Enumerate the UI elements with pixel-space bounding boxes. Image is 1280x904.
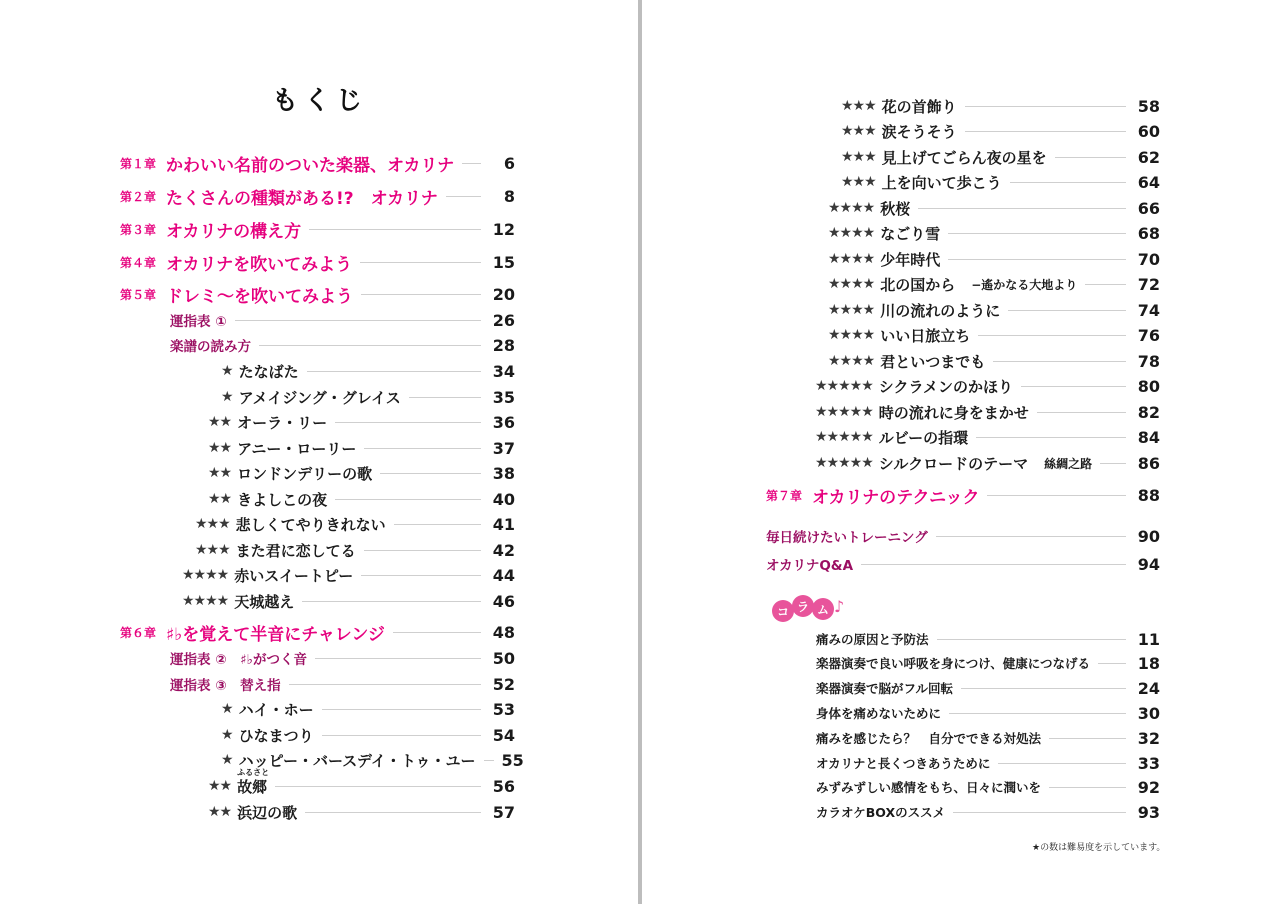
- song-subtitle: 絲綢之路: [1044, 456, 1093, 471]
- difficulty-stars: ★★★★★: [815, 429, 873, 445]
- page-number: 53: [492, 699, 515, 719]
- page-number: 66: [1137, 198, 1160, 218]
- difficulty-stars: ★★★★: [828, 353, 875, 369]
- difficulty-stars: ★★★★★: [815, 378, 873, 394]
- page-number: 24: [1137, 678, 1160, 698]
- chapter-title: オカリナの構え方: [166, 221, 302, 242]
- chapter-number: 第４章: [120, 255, 157, 270]
- title-with-ruby: [237, 767, 270, 797]
- section-title: 楽譜の読み方: [170, 339, 251, 355]
- chapter-number: 第７章: [766, 488, 803, 503]
- column-title: カラオケBOXのススメ: [816, 805, 946, 820]
- page-number: 60: [1137, 121, 1160, 141]
- column-logo-char: コ: [772, 600, 794, 622]
- chapter-entry[interactable]: [120, 250, 515, 274]
- column-title: 楽器演奏で良い呼吸を身につけ、健康につなげる: [816, 656, 1091, 671]
- difficulty-stars: ★★: [208, 465, 232, 481]
- dotted-leader: [335, 499, 481, 500]
- song-title: 北の国から: [880, 275, 956, 294]
- song-title: 浜辺の歌: [237, 803, 298, 822]
- song-entry[interactable]: [221, 385, 515, 409]
- page-number: 90: [1137, 526, 1160, 546]
- page-number: 35: [492, 387, 515, 407]
- page-number: 54: [492, 725, 515, 745]
- song-entry[interactable]: [841, 170, 1160, 194]
- page-number: 38: [492, 463, 515, 483]
- chapter-entry[interactable]: [120, 217, 515, 241]
- song-entry[interactable]: [841, 94, 1160, 118]
- song-title: いい日旅立ち: [880, 326, 971, 345]
- difficulty-stars: ★★★★: [828, 251, 875, 267]
- page-number: 50: [492, 648, 515, 668]
- right-page: [642, 0, 1280, 904]
- page-number: 58: [1137, 96, 1160, 116]
- song-entry[interactable]: [221, 723, 515, 747]
- page-number: 44: [492, 565, 515, 585]
- dotted-leader: [965, 106, 1126, 107]
- column-title: 痛みを感じたら？ 自分でできる対処法: [816, 731, 1042, 746]
- column-entry[interactable]: [816, 775, 1160, 799]
- song-title: 川の流れのように: [880, 301, 1001, 320]
- page-number: 34: [492, 361, 515, 381]
- dotted-leader: [322, 709, 481, 710]
- page-number: 28: [492, 335, 515, 355]
- chapter-number: 第１章: [120, 156, 157, 171]
- dotted-leader: [978, 335, 1126, 336]
- column-entry[interactable]: [816, 651, 1160, 675]
- difficulty-stars: ★★★★: [828, 276, 875, 292]
- dotted-leader: [1100, 463, 1126, 464]
- difficulty-stars: ★★: [208, 440, 232, 456]
- difficulty-stars: ★★★: [841, 98, 876, 114]
- song-entry[interactable]: [221, 697, 515, 721]
- song-entry[interactable]: [208, 487, 515, 511]
- page-number: 41: [492, 514, 515, 534]
- dotted-leader: [961, 688, 1126, 689]
- difficulty-stars: ★★★★: [828, 327, 875, 343]
- column-entry[interactable]: [816, 676, 1160, 700]
- song-title: 少年時代: [880, 250, 941, 269]
- page-number: 18: [1137, 653, 1160, 673]
- chapter-title: かわいい名前のついた楽器、オカリナ: [166, 155, 455, 176]
- column-entry[interactable]: [816, 800, 1160, 824]
- dotted-leader: [918, 208, 1126, 209]
- page-number: 82: [1137, 402, 1160, 422]
- column-title: 楽器演奏で脳がフル回転: [816, 681, 954, 696]
- song-title: シクラメンのかほり: [878, 377, 1014, 396]
- dotted-leader: [1037, 412, 1126, 413]
- dotted-leader: [1049, 787, 1126, 788]
- difficulty-stars: ★★★★★: [815, 404, 873, 420]
- song-title: オーラ・リー: [237, 413, 328, 432]
- difficulty-stars: ★★★★★: [815, 455, 873, 471]
- song-entry[interactable]: [828, 298, 1160, 322]
- section-entry[interactable]: [170, 308, 515, 332]
- dotted-leader: [1010, 182, 1126, 183]
- song-title: 悲しくてやりきれない: [235, 515, 386, 534]
- column-entry[interactable]: [816, 751, 1160, 775]
- song-entry[interactable]: [195, 512, 515, 536]
- song-entry[interactable]: [815, 374, 1160, 398]
- song-entry[interactable]: [841, 145, 1160, 169]
- section-title: 運指表 ③ 替え指: [170, 678, 281, 694]
- song-entry[interactable]: [208, 800, 515, 824]
- difficulty-stars: ★: [221, 701, 233, 717]
- song-title: ハッピー・バースデイ・トゥ・ユー: [238, 751, 476, 770]
- dotted-leader: [364, 448, 481, 449]
- dotted-leader: [307, 371, 481, 372]
- chapter-number: 第６章: [120, 625, 157, 640]
- dotted-leader: [446, 196, 481, 197]
- page-number: 74: [1137, 300, 1160, 320]
- dotted-leader: [1008, 310, 1126, 311]
- page-number: 12: [492, 219, 515, 239]
- difficulty-stars: ★★: [208, 778, 232, 794]
- song-entry[interactable]: [841, 119, 1160, 143]
- difficulty-stars: ★★: [208, 804, 232, 820]
- dotted-leader: [462, 163, 481, 164]
- song-title: また君に恋してる: [235, 541, 356, 560]
- page-number: 36: [492, 412, 515, 432]
- page-number: 93: [1137, 802, 1160, 822]
- dotted-leader: [360, 262, 481, 263]
- page-number: 94: [1137, 554, 1160, 574]
- chapter-title: ドレミ〜を吹いてみよう: [166, 286, 354, 307]
- dotted-leader: [289, 684, 481, 685]
- difficulty-stars: ★★★★: [828, 302, 875, 318]
- dotted-leader: [953, 812, 1126, 813]
- song-title: たなばた: [238, 362, 299, 381]
- column-logo: [772, 597, 845, 622]
- dotted-leader: [987, 495, 1126, 496]
- song-subtitle: −遙かなる大地より: [971, 277, 1078, 292]
- song-title: アメイジング・グレイス: [238, 388, 401, 407]
- chapter-entry[interactable]: [120, 184, 515, 208]
- song-entry[interactable]: [208, 410, 515, 434]
- dotted-leader: [976, 437, 1126, 438]
- dotted-leader: [361, 294, 481, 295]
- page-number: 26: [492, 310, 515, 330]
- section-entry[interactable]: [766, 552, 1160, 576]
- song-title: 秋桜: [880, 199, 911, 218]
- song-title: ロンドンデリーの歌: [237, 464, 373, 483]
- song-title: 天城越え: [234, 592, 295, 611]
- chapter-title: たくさんの種類がある!? オカリナ: [166, 188, 438, 209]
- chapter-title: ♯♭を覚えて半音にチャレンジ: [166, 624, 385, 645]
- dotted-leader: [1021, 386, 1126, 387]
- page-number: 33: [1137, 753, 1160, 773]
- dotted-leader: [948, 259, 1126, 260]
- section-title: 運指表 ② ♯♭がつく音: [170, 652, 308, 668]
- dotted-leader: [861, 564, 1126, 565]
- dotted-leader: [335, 422, 481, 423]
- page-title: もくじ: [272, 86, 369, 116]
- difficulty-stars: ★: [221, 752, 233, 768]
- difficulty-stars: ★★★★: [182, 567, 229, 583]
- page-number: 56: [492, 776, 515, 796]
- song-entry[interactable]: [828, 349, 1160, 373]
- column-entry[interactable]: [816, 627, 1160, 651]
- dotted-leader: [361, 575, 481, 576]
- song-entry[interactable]: [828, 323, 1160, 347]
- page-number: 20: [492, 284, 515, 304]
- dotted-leader: [936, 536, 1126, 537]
- page-number: 37: [492, 438, 515, 458]
- column-entry[interactable]: [816, 701, 1160, 725]
- page-number: 6: [503, 153, 515, 173]
- chapter-number: 第５章: [120, 287, 157, 302]
- dotted-leader: [1049, 738, 1126, 739]
- page-number: 64: [1137, 172, 1160, 192]
- song-entry[interactable]: [182, 563, 515, 587]
- section-title: オカリナQ&A: [766, 558, 854, 574]
- page-number: 57: [492, 802, 515, 822]
- music-note-icon: ♪: [834, 597, 845, 616]
- section-entry[interactable]: [170, 672, 515, 696]
- column-title: 痛みの原因と予防法: [816, 632, 929, 647]
- song-entry[interactable]: [828, 221, 1160, 245]
- difficulty-stars: ★★: [208, 414, 232, 430]
- difficulty-stars: ★: [221, 363, 233, 379]
- dotted-leader: [1098, 663, 1126, 664]
- page-number: 70: [1137, 249, 1160, 269]
- song-entry[interactable]: [815, 425, 1160, 449]
- song-entry[interactable]: [182, 589, 515, 613]
- chapter-number: 第３章: [120, 222, 157, 237]
- chapter-entry[interactable]: [120, 620, 515, 644]
- difficulty-stars: ★★★: [841, 123, 876, 139]
- chapter-entry[interactable]: [120, 151, 515, 175]
- dotted-leader: [998, 763, 1126, 764]
- page-number: 55: [501, 750, 524, 770]
- song-entry[interactable]: [208, 461, 515, 485]
- song-title: ルビーの指環: [878, 428, 969, 447]
- dotted-leader: [322, 735, 481, 736]
- difficulty-stars: ★★★: [841, 149, 876, 165]
- column-title: みずみずしい感情をもち、日々に潤いを: [816, 780, 1042, 795]
- dotted-leader: [364, 550, 481, 551]
- chapter-entry[interactable]: [766, 483, 1160, 507]
- chapter-title: オカリナを吹いてみよう: [166, 254, 353, 275]
- page-number: 15: [492, 252, 515, 272]
- song-title: 見上げてごらん夜の星を: [881, 148, 1047, 167]
- footnote: ★の数は難易度を示しています。: [1032, 843, 1166, 853]
- column-title: 身体を痛めないために: [816, 706, 942, 721]
- page-number: 86: [1137, 453, 1160, 473]
- difficulty-stars: ★★★★: [182, 593, 229, 609]
- dotted-leader: [393, 632, 481, 633]
- section-entry[interactable]: [170, 646, 515, 670]
- song-title: アニー・ローリー: [237, 439, 357, 458]
- section-entry[interactable]: [170, 333, 515, 357]
- difficulty-stars: ★★★★: [828, 225, 875, 241]
- page-number: 84: [1137, 427, 1160, 447]
- dotted-leader: [305, 812, 481, 813]
- song-title: 上を向いて歩こう: [881, 173, 1002, 192]
- dotted-leader: [275, 786, 481, 787]
- song-title: 涙そうそう: [881, 122, 957, 141]
- left-page: [0, 0, 638, 904]
- page-number: 62: [1137, 147, 1160, 167]
- dotted-leader: [948, 233, 1126, 234]
- page-number: 88: [1137, 485, 1160, 505]
- dotted-leader: [380, 473, 481, 474]
- dotted-leader: [1055, 157, 1126, 158]
- difficulty-stars: ★★★: [841, 174, 876, 190]
- difficulty-stars: ★: [221, 727, 233, 743]
- dotted-leader: [235, 320, 481, 321]
- chapter-number: 第２章: [120, 189, 157, 204]
- song-title: 故郷: [237, 777, 268, 796]
- dotted-leader: [993, 361, 1126, 362]
- song-title: 赤いスイートピー: [234, 566, 354, 585]
- song-entry[interactable]: [195, 538, 515, 562]
- song-title: 時の流れに身をまかせ: [878, 403, 1029, 422]
- dotted-leader: [309, 229, 481, 230]
- page-number: 52: [492, 674, 515, 694]
- song-entry[interactable]: [221, 359, 515, 383]
- dotted-leader: [937, 639, 1126, 640]
- song-title: 君といつまでも: [880, 352, 986, 371]
- section-entry[interactable]: [766, 524, 1160, 548]
- dotted-leader: [949, 713, 1126, 714]
- page-number: 68: [1137, 223, 1160, 243]
- column-logo-char: ム: [812, 598, 834, 620]
- song-title: ひなまつり: [238, 726, 314, 745]
- page-number: 92: [1137, 777, 1160, 797]
- song-entry[interactable]: [815, 400, 1160, 424]
- song-title: きよしこの夜: [237, 490, 328, 509]
- section-title: 運指表 ①: [170, 314, 227, 330]
- dotted-leader: [302, 601, 481, 602]
- dotted-leader: [394, 524, 481, 525]
- page-number: 8: [503, 186, 515, 206]
- song-title: 花の首飾り: [881, 97, 957, 116]
- song-entry[interactable]: [208, 436, 515, 460]
- page-number: 72: [1137, 274, 1160, 294]
- dotted-leader: [315, 658, 481, 659]
- page-number: 42: [492, 540, 515, 560]
- difficulty-stars: ★: [221, 389, 233, 405]
- difficulty-stars: ★★★: [195, 516, 230, 532]
- page-number: 30: [1137, 703, 1160, 723]
- song-entry[interactable]: [828, 272, 1160, 296]
- section-title: 毎日続けたいトレーニング: [766, 530, 928, 546]
- page-number: 78: [1137, 351, 1160, 371]
- dotted-leader: [259, 345, 481, 346]
- column-title: オカリナと長くつきあうために: [816, 756, 991, 771]
- page-number: 40: [492, 489, 515, 509]
- page-number: 32: [1137, 728, 1160, 748]
- difficulty-stars: ★★★: [195, 542, 230, 558]
- chapter-title: オカリナのテクニック: [812, 487, 980, 508]
- song-title: シルクロードのテーマ: [878, 454, 1029, 473]
- dotted-leader: [965, 131, 1126, 132]
- song-title: ハイ・ホー: [238, 700, 314, 719]
- song-entry[interactable]: [828, 196, 1160, 220]
- chapter-entry[interactable]: [120, 282, 515, 306]
- page-number: 11: [1137, 629, 1160, 649]
- song-entry[interactable]: [208, 767, 515, 798]
- song-title: なごり雪: [880, 224, 941, 243]
- page-number: 46: [492, 591, 515, 611]
- column-entry[interactable]: [816, 726, 1160, 750]
- difficulty-stars: ★★: [208, 491, 232, 507]
- page-number: 76: [1137, 325, 1160, 345]
- song-entry[interactable]: [828, 247, 1160, 271]
- song-entry[interactable]: [815, 451, 1160, 475]
- page-number: 48: [492, 622, 515, 642]
- dotted-leader: [484, 760, 494, 761]
- dotted-leader: [409, 397, 481, 398]
- ruby-reading: ふるさと: [237, 767, 270, 777]
- dotted-leader: [1085, 284, 1126, 285]
- page-number: 80: [1137, 376, 1160, 396]
- difficulty-stars: ★★★★: [828, 200, 875, 216]
- column-logo-char: ラ: [792, 595, 814, 617]
